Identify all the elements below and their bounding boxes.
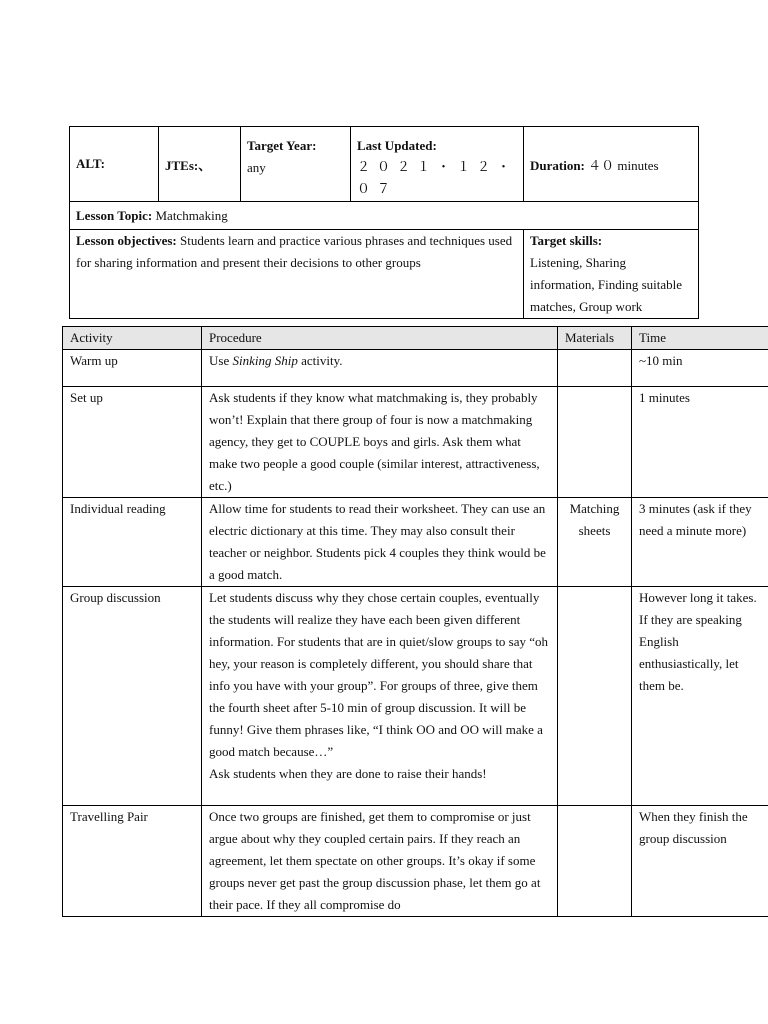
lesson-plan-table <box>62 326 768 917</box>
activity-cell: Travelling Pair <box>63 806 202 917</box>
alt-cell <box>70 127 159 202</box>
target-year-cell <box>241 127 351 202</box>
table-row <box>63 387 768 498</box>
time-cell: 1 minutes <box>632 387 768 498</box>
procedure-cell: Ask students if they know what matchmaking is, they probably won’t! Explain that there group of four is now a matchmaking agency, they get to COUPLE boys and girls. Ask them what make two people a good couple (similar interest, attractiveness, etc.) <box>202 387 558 498</box>
time-cell: However long it takes. If they are speaking English enthusiastically, let them be. <box>632 587 768 806</box>
procedure-note: Ask students when they are done to raise their hands! <box>209 766 487 781</box>
jtes-cell <box>159 127 241 202</box>
target-year-label: Target Year: <box>247 138 317 153</box>
procedure-text: Let students discuss why they chose certain couples, eventually the students will realize they have each been given different information. For students that are in quiet/slow groups to say “oh hey, your reason is completely different, you should share that info you have with your group”. For groups of three, give them the fourth sheet after 5-10 min of group discussion. It will be funny! Give them phrases like, “I think OO and OO will make a good match because…” <box>209 590 549 759</box>
procedure-cell <box>202 587 558 806</box>
target-year-value: any <box>247 160 266 175</box>
procedure-text: Use <box>209 353 233 368</box>
column-header-activity: Activity <box>63 327 202 350</box>
time-cell: ~10 min <box>632 350 768 387</box>
duration-value: ４０ minutes <box>588 157 659 173</box>
activity-cell: Set up <box>63 387 202 498</box>
lesson-objectives-value: Students learn and practice various phrases and techniques used for sharing information and present their decisions to other groups <box>76 233 513 270</box>
lesson-topic-label: Lesson Topic: <box>76 207 153 223</box>
table-row <box>63 498 768 587</box>
time-cell: 3 minutes (ask if they need a minute more) <box>632 498 768 587</box>
lesson-table-header-row <box>63 327 768 350</box>
time-cell: When they finish the group discussion <box>632 806 768 917</box>
table-row <box>63 587 768 806</box>
materials-cell <box>558 350 632 387</box>
target-skills-cell <box>524 230 699 319</box>
duration-cell <box>524 127 699 202</box>
materials-cell <box>558 806 632 917</box>
column-header-materials: Materials <box>558 327 632 350</box>
materials-cell: Matching sheets <box>558 498 632 587</box>
procedure-text: activity. <box>297 353 343 368</box>
lesson-objectives-label: Lesson objectives: <box>76 233 177 248</box>
table-row <box>63 350 768 387</box>
lesson-topic-value: Matchmaking <box>155 207 228 223</box>
column-header-time: Time <box>632 327 768 350</box>
lesson-topic-cell <box>70 202 699 230</box>
activity-cell: Individual reading <box>63 498 202 587</box>
duration-label: Duration: <box>530 157 585 173</box>
target-skills-label: Target skills: <box>530 233 603 248</box>
lesson-objectives-cell <box>70 230 524 319</box>
activity-cell: Warm up <box>63 350 202 387</box>
last-updated-cell <box>351 127 524 202</box>
column-header-procedure: Procedure <box>202 327 558 350</box>
procedure-cell: Once two groups are finished, get them to compromise or just argue about why they coupled certain pairs. If they reach an agreement, let them spectate on other groups. It’s okay if some groups never get past the group discussion phase, let them go at their pace. If they all compromise do <box>202 806 558 917</box>
materials-cell <box>558 587 632 806</box>
activity-cell: Group discussion <box>63 587 202 806</box>
activity-name-italic: Sinking Ship <box>232 353 298 368</box>
alt-label: ALT: <box>76 156 105 171</box>
jtes-label: JTEs:、 <box>165 157 212 173</box>
last-updated-value: ２０２１・１２・０７ <box>357 160 518 197</box>
target-skills-value: Listening, Sharing information, Finding suitable matches, Group work <box>530 255 683 314</box>
lesson-info-table <box>69 126 699 319</box>
procedure-cell: Allow time for students to read their worksheet. They can use an electric dictionary at this time. They may also consult their teacher or neighbor. Students pick 4 couples they think would be a good match. <box>202 498 558 587</box>
last-updated-label: Last Updated: <box>357 138 437 153</box>
table-row <box>63 806 768 917</box>
procedure-cell <box>202 350 558 387</box>
materials-cell <box>558 387 632 498</box>
